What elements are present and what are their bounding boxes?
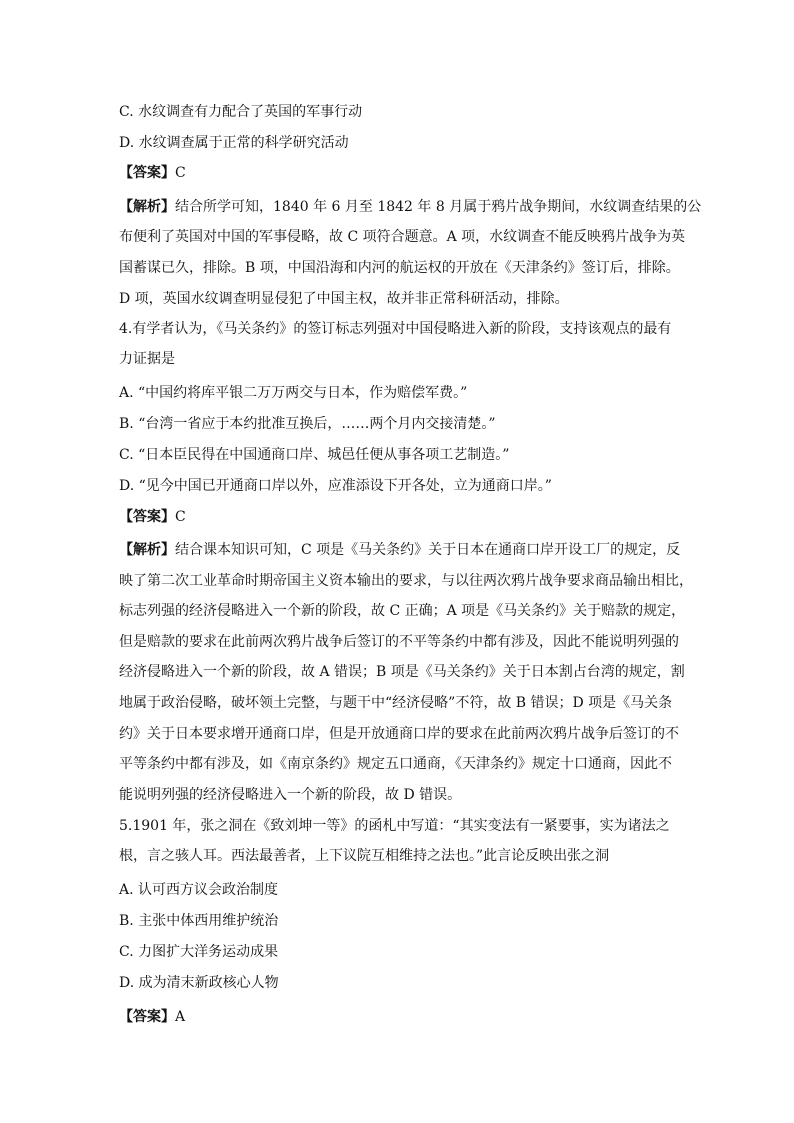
- analysis-q4-line-4: 但是赔款的要求在此前两次鸦片战争后签订的不平等条约中都有涉及，因此不能说明列强的: [119, 634, 679, 650]
- question-5-line-1: 5.1901 年，张之洞在《致刘坤一等》的函札中写道：“其实变法有一紧要事，实为诸法之: [119, 818, 670, 834]
- analysis-label: 【解析】: [119, 199, 175, 215]
- option-a-q5: A. 认可西方议会政治制度: [119, 882, 279, 898]
- answer-value: C: [175, 165, 186, 181]
- answer-label: 【答案】: [119, 509, 175, 525]
- question-4-line-2: 力证据是: [119, 351, 175, 367]
- option-a-q4: A. “中国约将库平银二万万两交与日本，作为赔偿军费。”: [119, 385, 468, 401]
- analysis-q3-line-1: 【解析】结合所学可知，1840 年 6 月至 1842 年 8 月属于鸦片战争期间，水纹调查结果的公: [119, 199, 702, 215]
- analysis-q4-line-3: 标志列强的经济侵略进入一个新的阶段，故 C 正确；A 项是《马关条约》关于赔款的规定，: [119, 603, 686, 619]
- analysis-q4-line-6: 地属于政治侵略，破坏领土完整，与题干中“经济侵略”不符，故 B 错误；D 项是《马关条: [119, 695, 673, 711]
- answer-q4: [119, 507, 679, 527]
- question-5-line-2: 根，言之骇人耳。西法最善者，上下议院互相维持之法也。”此言论反映出张之洞: [119, 848, 610, 864]
- option-d-q4: D. “见今中国已开通商口岸以外，应准添设下开各处，立为通商口岸。”: [119, 478, 552, 494]
- analysis-q4-line-7: 约》关于日本要求增开通商口岸，但是开放通商口岸的要求在此前两次鸦片战争后签订的不: [119, 726, 679, 742]
- analysis-q3-line-3: 国蓄谋已久，排除。B 项，中国沿海和内河的航运权的开放在《天津条约》签订后，排除。: [119, 260, 680, 276]
- option-d-q5: D. 成为清末新政核心人物: [119, 975, 279, 991]
- option-b-q5: B. 主张中体西用维护统治: [119, 913, 279, 929]
- question-4-line-1: 4.有学者认为，《马关条约》的签订标志列强对中国侵略进入新的阶段，支持该观点的最有: [119, 321, 672, 337]
- analysis-label: 【解析】: [119, 542, 175, 558]
- analysis-q3-line-4: D 项，英国水纹调查明显侵犯了中国主权，故并非正常科研活动，排除。: [119, 291, 569, 307]
- analysis-q4-line-1: 【解析】结合课本知识可知，C 项是《马关条约》关于日本在通商口岸开设工厂的规定，反: [119, 542, 681, 558]
- analysis-q4-line-5: 经济侵略进入一个新的阶段，故 A 错误；B 项是《马关条约》关于日本割占台湾的规定，割: [119, 664, 685, 680]
- option-c-q4: C. “日本臣民得在中国通商口岸、城邑任便从事各项工艺制造。”: [119, 447, 510, 463]
- answer-q3: [119, 163, 679, 183]
- answer-value: A: [175, 1009, 186, 1025]
- analysis-q3-line-2: 布便利了英国对中国的军事侵略，故 C 项符合题意。A 项，水纹调查不能反映鸦片战争为英: [119, 229, 686, 245]
- analysis-q4-line-8: 平等条约中都有涉及，如《南京条约》规定五口通商，《天津条约》规定十口通商，因此不: [119, 756, 672, 772]
- option-b-q4: B. “台湾一省应于本约批准互换后，……两个月内交接清楚。”: [119, 416, 496, 432]
- answer-q5: [119, 1007, 679, 1027]
- option-d-q3: D. 水纹调查属于正常的科学研究活动: [119, 135, 349, 151]
- analysis-q4-line-2: 映了第二次工业革命时期帝国主义资本输出的要求，与以往两次鸦片战争要求商品输出相比，: [119, 573, 693, 589]
- answer-label: 【答案】: [119, 165, 175, 181]
- answer-label: 【答案】: [119, 1009, 175, 1025]
- option-c-q5: C. 力图扩大洋务运动成果: [119, 944, 279, 960]
- option-c-q3: C. 水纹调查有力配合了英国的军事行动: [119, 104, 363, 120]
- analysis-q4-line-9: 能说明列强的经济侵略进入一个新的阶段，故 D 错误。: [119, 787, 462, 803]
- answer-value: C: [175, 509, 186, 525]
